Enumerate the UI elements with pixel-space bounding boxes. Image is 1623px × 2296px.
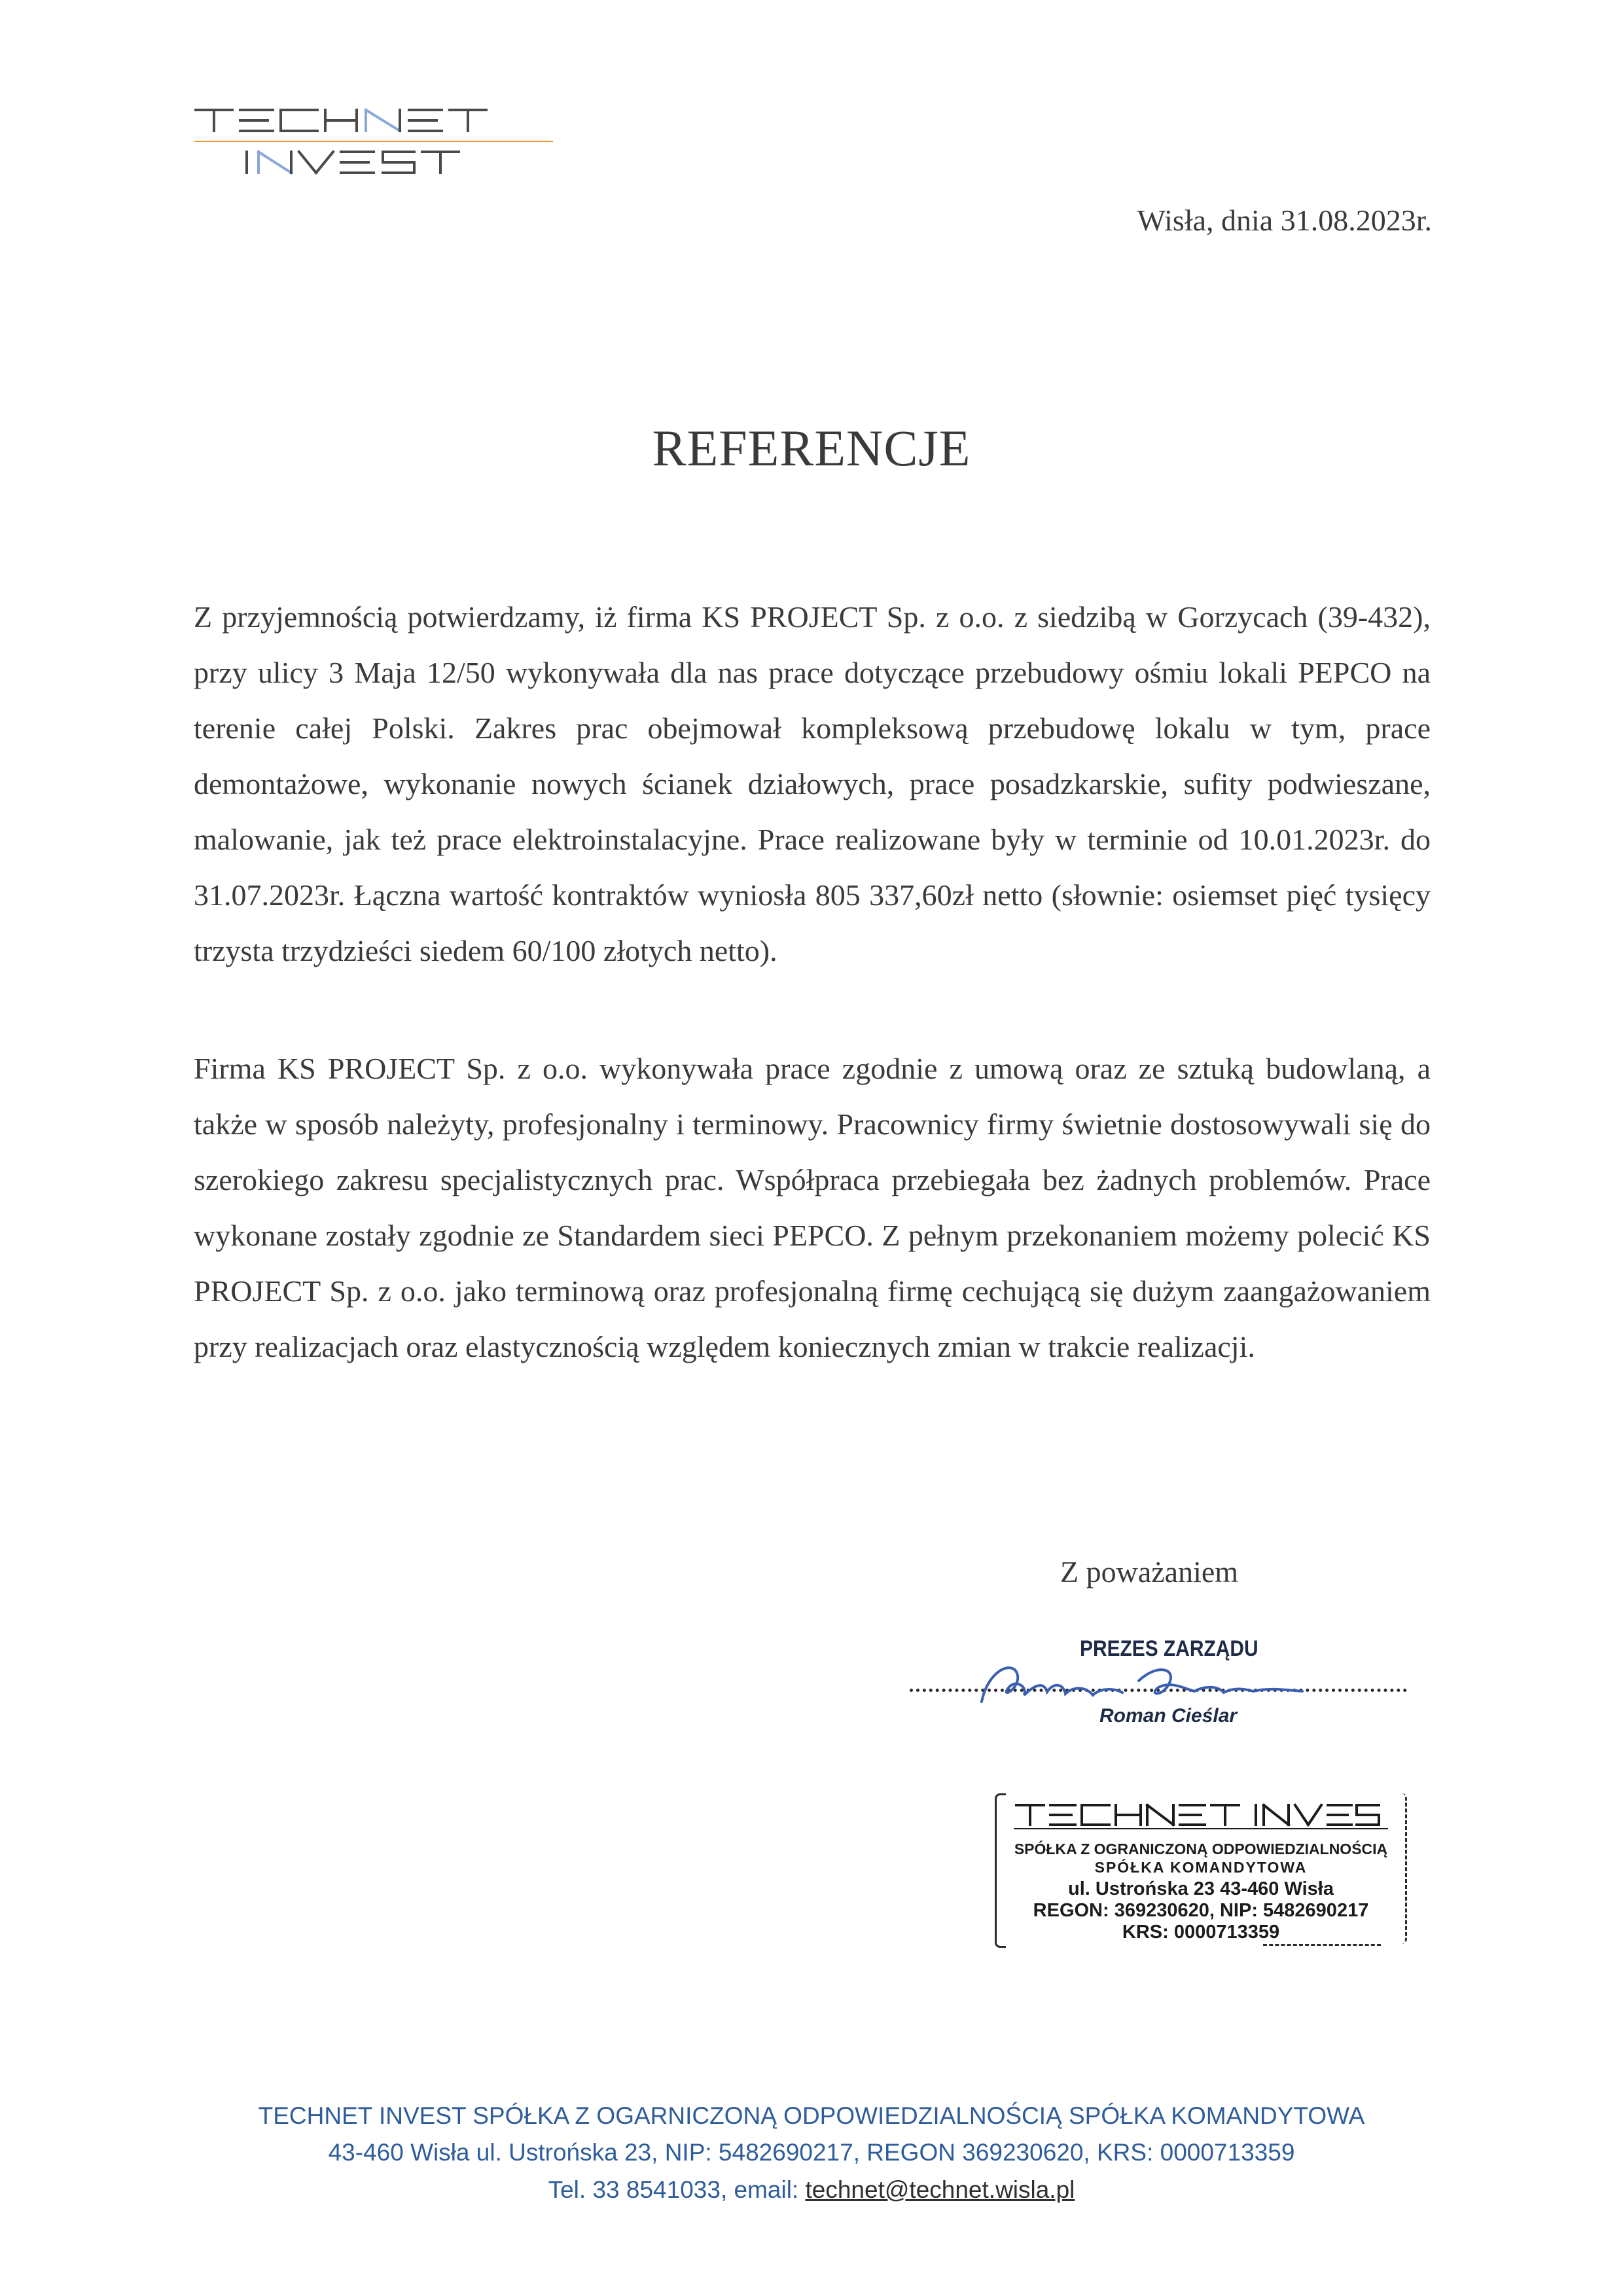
company-logo [193, 98, 560, 183]
document-title: REFERENCJE [652, 420, 971, 476]
signatory-title: PREZES ZARZĄDU [1080, 1636, 1258, 1661]
stamp-address: ul. Ustrońska 23 43-460 Wisła [1068, 1878, 1334, 1899]
company-stamp [995, 1787, 1407, 1950]
stamp-company-type: SPÓŁKA Z OGRANICZONĄ ODPOWIEDZIALNOŚCIĄ [1014, 1840, 1388, 1857]
body-paragraph-2: Firma KS PROJECT Sp. z o.o. wykonywała prace zgodnie z umową oraz ze sztuką budowlaną, a także w sposób należyty, profesjonalny i terminowy. Pracownicy firmy świetnie dostosowywali się do szerokiego zakresu specjalistycznych prac. Współpraca przebiegała bez żadnych problemów. Prace wykonane zostały zgodnie ze Standardem sieci PEPCO. Z pełnym przekonaniem możemy polecić KS PROJECT Sp. z o.o. jako terminową oraz profesjonalną firmę cechującą się dużym zaangażowaniem przy realizacjach oraz elastycznością względem koniecznych zmian w trakcie realizacji. [194, 1052, 1431, 1363]
signature-block [903, 1623, 1427, 1741]
footer-company-name: TECHNET INVEST SPÓŁKA Z OGARNICZONĄ ODPOWIEDZIALNOŚCIĄ SPÓŁKA KOMANDYTOWA [258, 2102, 1365, 2129]
stamp-regon-nip: REGON: 369230620, NIP: 5482690217 [1033, 1900, 1369, 1921]
stamp-logo [1011, 1801, 1391, 1831]
footer-address: 43-460 Wisła ul. Ustrońska 23, NIP: 5482690217, REGON 369230620, KRS: 0000713359 [328, 2139, 1295, 2166]
closing-phrase: Z poważaniem [1060, 1555, 1239, 1588]
stamp-krs: KRS: 0000713359 [1122, 1922, 1280, 1943]
footer-email-link[interactable]: technet@technet.wisla.pl [805, 2176, 1075, 2203]
footer-phone: Tel. 33 8541033, email: [548, 2176, 806, 2203]
footer-contact [0, 2176, 1623, 2204]
stamp-frame-right [1396, 1793, 1407, 1944]
letter-date: Wisła, dnia 31.08.2023r. [1137, 204, 1432, 237]
body-paragraph-1: Z przyjemnością potwierdzamy, iż firma KS PROJECT Sp. z o.o. z siedzibą w Gorzycach (39-432), przy ulicy 3 Maja 12/50 wykonywała dla nas prace dotyczące przebudowy ośmiu lokali PEPCO na terenie całej Polski. Zakres prac obejmował kompleksową przebudowę lokalu w tym, prace demontażowe, wykonanie nowych ścianek działowych, prace posadzkarskie, sufity podwieszane, malowanie, jak też prace elektroinstalacyjne. Prace realizowane były w terminie od 10.01.2023r. do 31.07.2023r. Łączna wartość kontraktów wyniosła 805 337,60zł netto (słownie: osiemset pięć tysięcy trzysta trzydzieści siedem 60/100 złotych netto). [194, 600, 1431, 967]
stamp-company-form: SPÓŁKA KOMANDYTOWA [1094, 1859, 1308, 1876]
stamp-underline [1263, 1944, 1381, 1946]
signatory-name: Roman Cieślar [1099, 1705, 1238, 1727]
stamp-frame-left [995, 1793, 1006, 1948]
